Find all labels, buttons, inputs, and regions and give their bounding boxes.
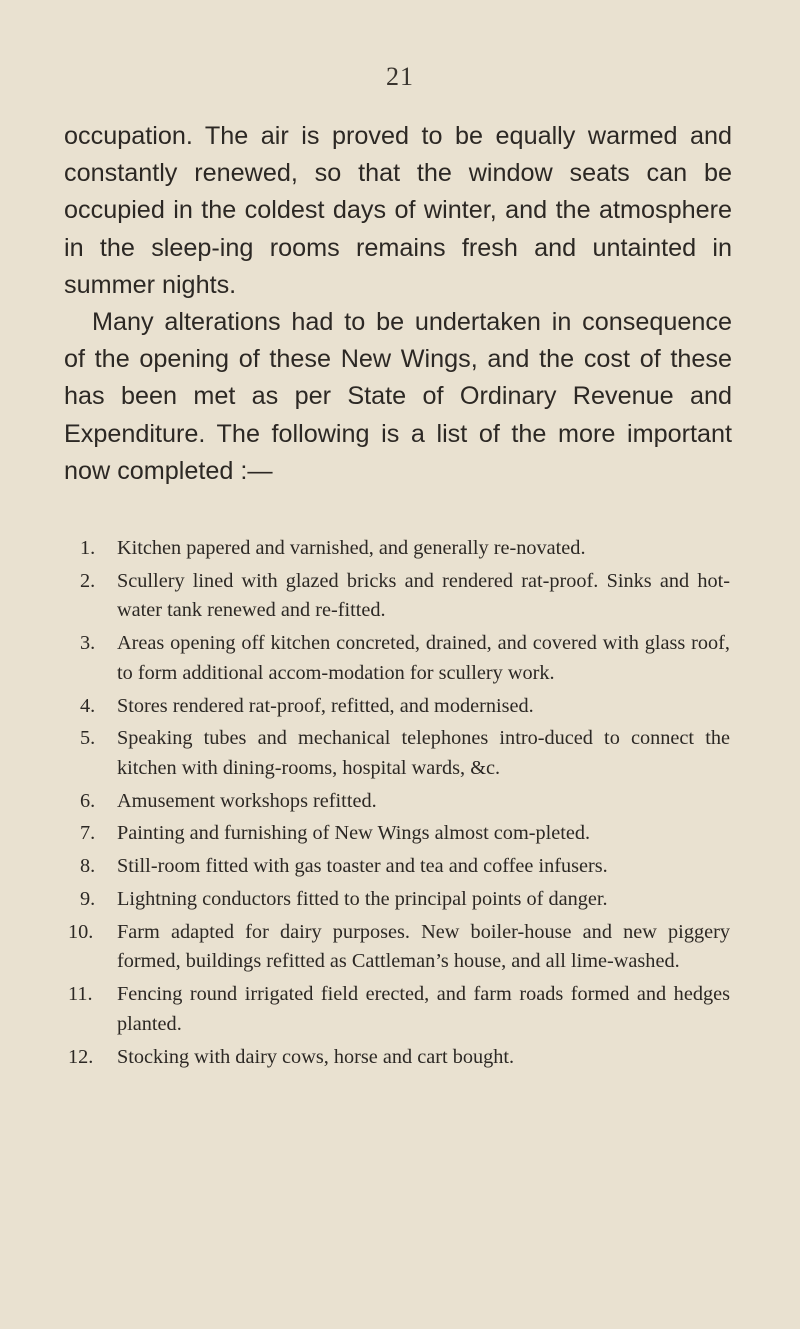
list-number: 5.: [80, 727, 96, 750]
alterations-list: [68, 534, 730, 1075]
list-text: Stocking with dairy cows, horse and cart bought.: [117, 1045, 515, 1068]
list-number: 8.: [80, 855, 96, 878]
list-item: [80, 567, 730, 626]
list-text: Kitchen papered and varnished, and generally re-novated.: [117, 537, 586, 559]
list-number: 2.: [80, 569, 96, 592]
list-text: Lightning conductors fitted to the principal points of danger.: [117, 888, 608, 911]
list-item: [68, 918, 730, 977]
list-number: 4.: [80, 694, 96, 717]
list-item: [68, 980, 730, 1039]
list-item: [80, 629, 730, 688]
list-text: Amusement workshops refitted.: [117, 789, 377, 812]
list-text: Areas opening off kitchen concreted, drained, and covered with glass roof, to form additional accom-modation for scullery work.: [117, 632, 730, 684]
page-number: 21: [386, 62, 414, 91]
list-number: 1.: [80, 537, 96, 559]
list-text: Speaking tubes and mechanical telephones intro-duced to connect the kitchen with dining-rooms, hospital wards, &c.: [117, 727, 730, 779]
list-item: [80, 692, 730, 722]
list-text: Farm adapted for dairy purposes. New boiler-house and new piggery formed, buildings refitted as Cattleman’s house, and all lime-washed.: [117, 920, 730, 973]
paragraph: Many alterations had to be undertaken in consequence of the opening of these New Wings, and the cost of these has been met as per State of Ordinary Revenue and Expenditure. The following is a list of the more important now completed :—: [64, 308, 732, 485]
list-number: 12.: [68, 1045, 94, 1068]
list-number: 7.: [80, 822, 96, 845]
list-item: [80, 819, 730, 849]
paragraph: occupation. The air is proved to be equally warmed and constantly renewed, so that the window seats can be occupied in the coldest days of winter, and the atmosphere in the sleep-ing rooms remains fresh and untainted in summer nights.: [64, 122, 732, 299]
body-text: [64, 118, 732, 490]
list-item: [80, 534, 730, 564]
list-text: Painting and furnishing of New Wings almost com-pleted.: [117, 822, 591, 845]
list-item: [80, 724, 730, 783]
list-number: 11.: [68, 983, 93, 1006]
list-text: Stores rendered rat-proof, refitted, and modernised.: [117, 694, 534, 717]
list-item: [80, 787, 730, 817]
list-item: [80, 852, 730, 882]
list-number: 3.: [80, 632, 96, 655]
list-number: 9.: [80, 888, 96, 911]
list-number: 10.: [68, 920, 94, 943]
list-text: Fencing round irrigated field erected, and farm roads formed and hedges planted.: [117, 983, 730, 1035]
list-item: [68, 1043, 730, 1073]
list-number: 6.: [80, 789, 96, 812]
list-item: [80, 885, 730, 915]
list-text: Scullery lined with glazed bricks and rendered rat-proof. Sinks and hot-water tank renewed and re-fitted.: [117, 569, 730, 622]
list-text: Still-room fitted with gas toaster and tea and coffee infusers.: [117, 855, 608, 878]
